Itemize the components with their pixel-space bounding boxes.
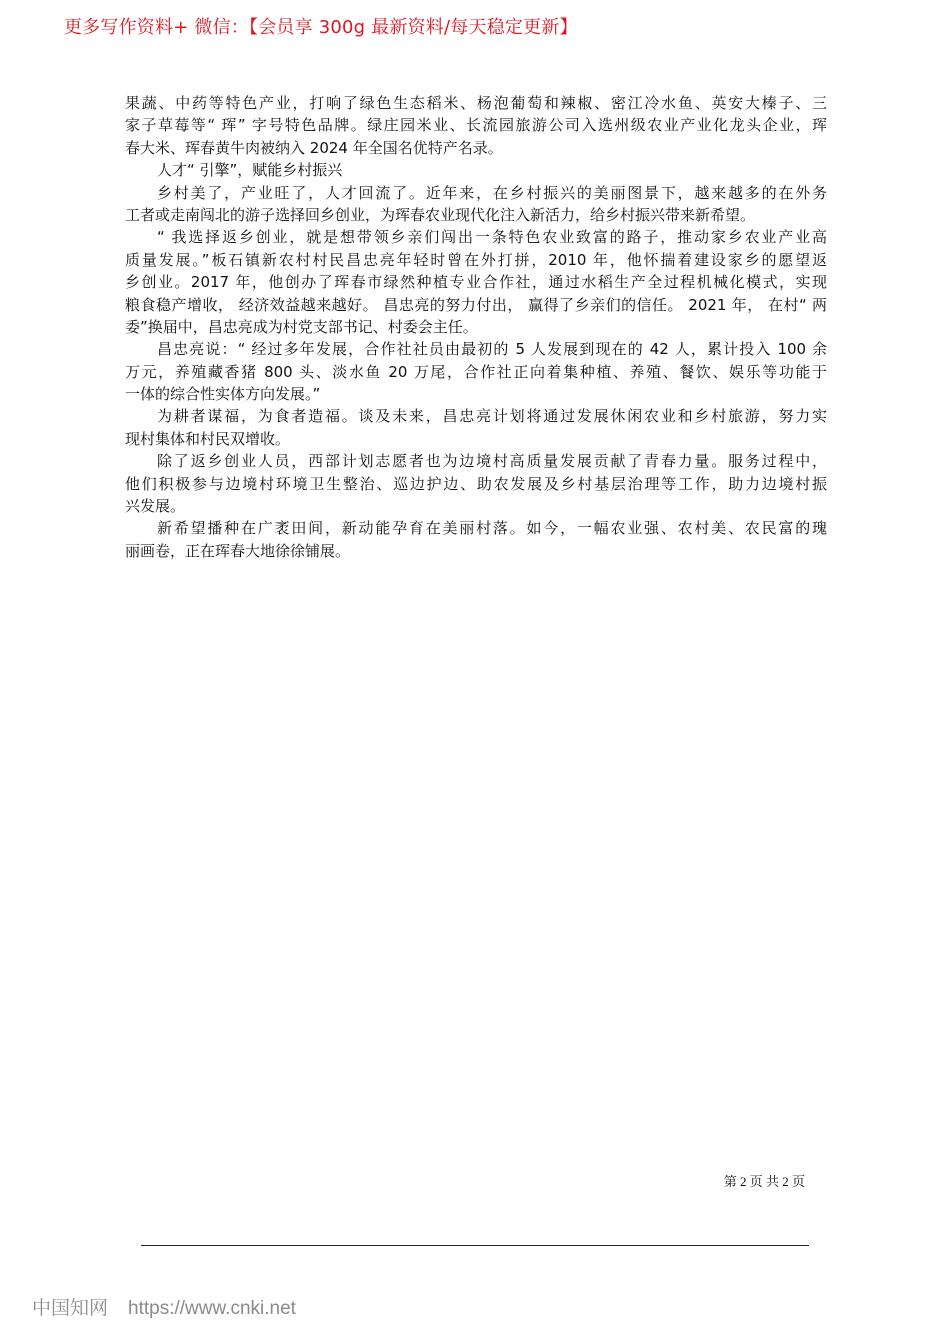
text-line: 昌忠亮说：“ 经过多年发展，合作社社员由最初的 5 人发展到现在的 42 人，累计投入 100 余: [157, 340, 827, 359]
text-line: 家子草莓等“ 珲” 字号特色品牌。绿庄园米业、长流园旅游公司入选州级农业产业化龙头企业，珲: [125, 116, 827, 135]
watermark-url: https://www.cnki.net: [128, 1298, 296, 1319]
watermark-name: 中国知网: [32, 1297, 109, 1319]
text-line: 除了返乡创业人员，西部计划志愿者也为边境村高质量发展贡献了青春力量。服务过程中，: [157, 452, 827, 471]
text-line: 一体的综合性实体方向发展。”: [125, 385, 321, 404]
text-line: 为耕者谋福，为食者造福。谈及未来，昌忠亮计划将通过发展休闲农业和乡村旅游，努力实: [157, 407, 827, 426]
text-line: 人才“ 引擎”，赋能乡村振兴: [157, 161, 343, 180]
text-line: 他们积极参与边境村环境卫生整治、巡边护边、助农发展及乡村基层治理等工作，助力边境村振: [125, 474, 827, 493]
text-line: 粮食稳产增收， 经济效益越来越好。 昌忠亮的努力付出， 赢得了乡亲们的信任。 2021 年， 在村“ 两: [125, 295, 827, 314]
text-line: 委”换届中，昌忠亮成为村党支部书记、村委会主任。: [125, 317, 478, 336]
text-line: 丽画卷，正在珲春大地徐徐铺展。: [125, 541, 351, 560]
text-line: 乡创业。2017 年，他创办了珲春市绿然种植专业合作社，通过水稻生产全过程机械化模式，实现: [125, 273, 827, 292]
text-line: 万元，养殖藏香猪 800 头、淡水鱼 20 万尾，合作社正向着集种植、养殖、餐饮、娱乐等功能于: [125, 362, 827, 381]
page-number: 第 2 页 共 2 页: [723, 1174, 805, 1189]
footer-divider: [141, 1245, 809, 1246]
promo-banner: 更多写作资料+ 微信：【会员享 300g 最新资料/每天稳定更新】: [64, 17, 578, 38]
text-line: “ 我选择返乡创业，就是想带领乡亲们闯出一条特色农业致富的路子，推动家乡农业产业高: [157, 228, 827, 247]
text-line: 乡村美了，产业旺了，人才回流了。近年来，在乡村振兴的美丽图景下，越来越多的在外务: [157, 183, 827, 202]
text-line: 工者或走南闯北的游子选择回乡创业，为珲春农业现代化注入新活力，给乡村振兴带来新希望。: [125, 205, 756, 224]
text-line: 质量发展。”板石镇新农村村民昌忠亮年轻时曾在外打拼，2010 年，他怀揣着建设家乡的愿望返: [125, 250, 827, 269]
text-line: 现村集体和村民双增收。: [125, 429, 291, 448]
text-line: 新希望播种在广袤田间，新动能孕育在美丽村落。如今，一幅农业强、农村美、农民富的瑰: [157, 519, 827, 538]
watermark: [32, 1293, 296, 1320]
text-line: 果蔬、中药等特色产业，打响了绿色生态稻米、杨泡葡萄和辣椒、密江冷水鱼、英安大榛子、三: [125, 94, 827, 112]
article-body: [125, 92, 827, 562]
text-line: 兴发展。: [125, 497, 186, 516]
text-line: 春大米、珲春黄牛肉被纳入 2024 年全国名优特产名录。: [125, 138, 503, 157]
